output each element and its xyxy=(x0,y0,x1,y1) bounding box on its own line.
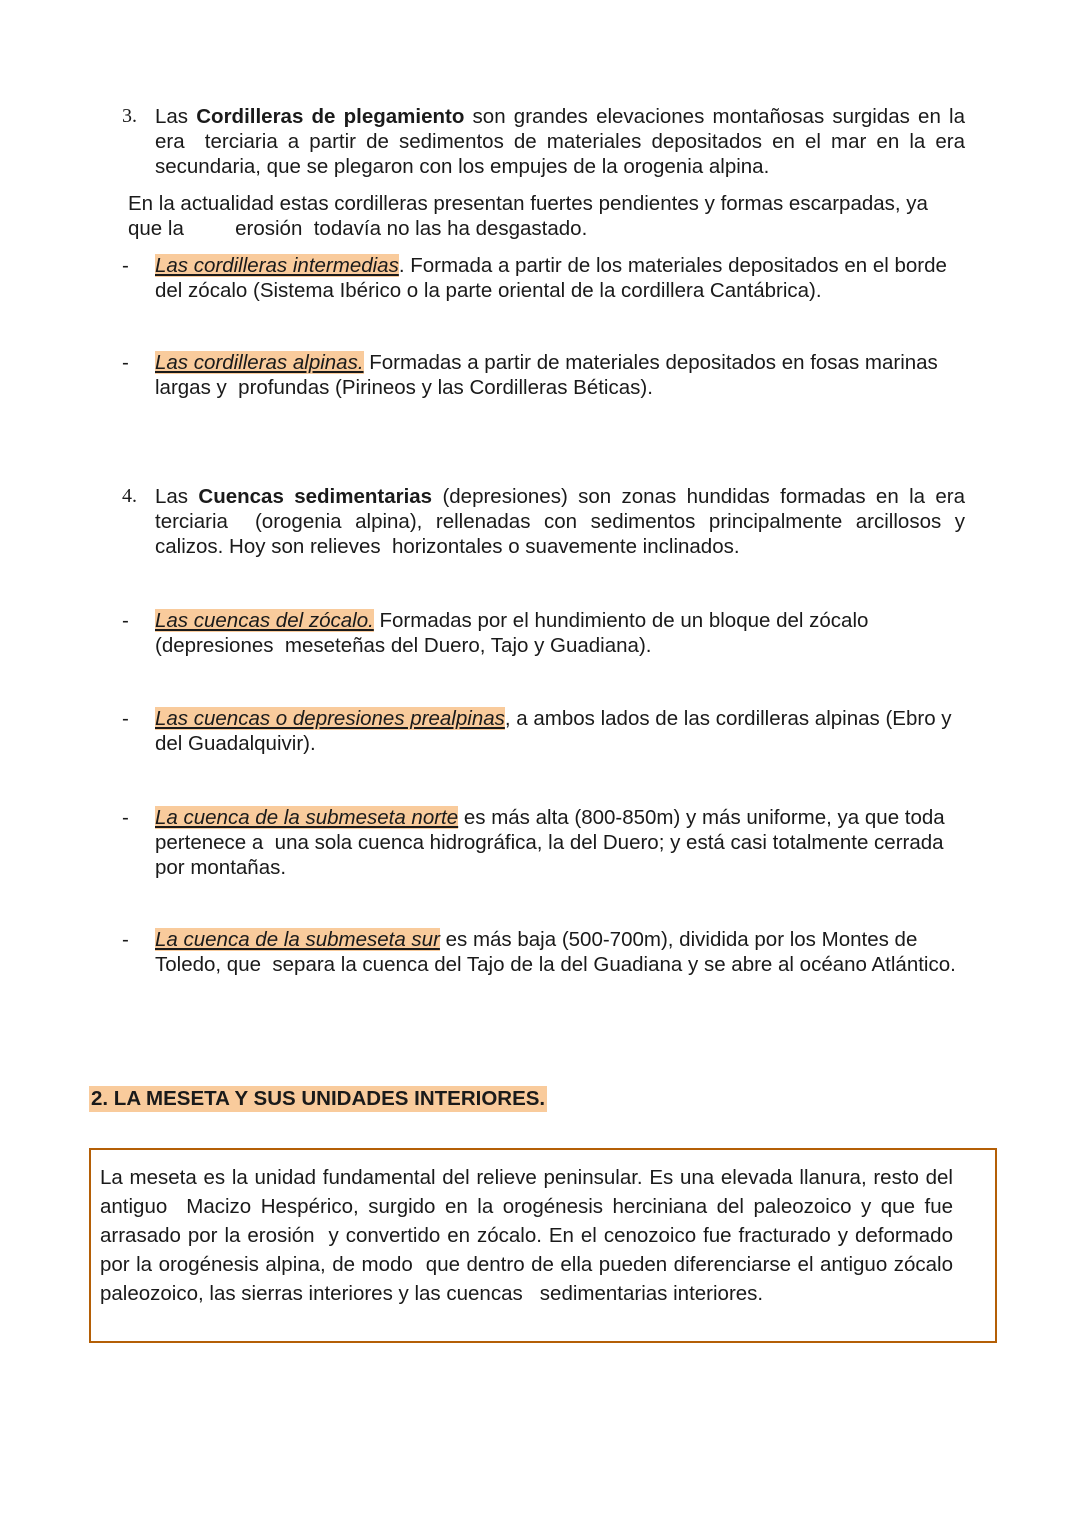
list-dash: - xyxy=(122,254,129,277)
highlighted-term: Las cuencas del zócalo. xyxy=(155,609,374,632)
item-4-cuencas-sedimentarias xyxy=(122,484,971,559)
list-item-text: es más alta (800-850m) y más uniforme, ya que toda pertenece a una sola cuenca hidrográfica, la del Duero; y está casi totalmente cerrada por montañas. xyxy=(155,806,951,879)
highlighted-term: Las cordilleras alpinas. xyxy=(155,351,364,374)
list-dash: - xyxy=(122,928,129,951)
item-bold-term: Cuencas sedimentarias xyxy=(198,485,433,508)
item-text-after: son grandes elevaciones montañosas surgidas en la era terciaria a partir de sedimentos de materiales depositados en el mar en la era secundaria, que se plegaron con los empujes de la orogenia alpina. xyxy=(155,105,971,178)
meseta-summary-box xyxy=(89,1148,997,1343)
meseta-summary-text: La meseta es la unidad fundamental del relieve peninsular. Es una elevada llanura, resto del antiguo Macizo Hespérico, surgido en la orogénesis herciniana del paleozoico y que fue arrasado por la erosión y convertido en zócalo. En el cenozoico fue fracturado y deformado por la orogénesis alpina, de modo que dentro de ella pueden diferenciarse el antiguo zócalo paleozoico, las sierras interiores y las cuencas sedimentarias interiores. xyxy=(100,1166,959,1305)
paragraph-actualidad: En la actualidad estas cordilleras presentan fuertes pendientes y formas escarpadas, ya que la erosión todavía no las ha desgastado. xyxy=(128,192,934,240)
list-item-text: es más baja (500-700m), dividida por los Montes de Toledo, que separa la cuenca del Tajo de la del Guadiana y se abre al océano Atlántico. xyxy=(155,928,956,976)
item-bold-term: Cordilleras de plegamiento xyxy=(196,105,465,128)
item-number: 4. xyxy=(122,485,137,507)
list-item-cordilleras-intermedias xyxy=(122,253,965,303)
list-item-cuencas-zocalo xyxy=(122,608,965,658)
list-dash: - xyxy=(122,609,129,632)
highlighted-term: Las cordilleras intermedias xyxy=(155,254,399,277)
list-dash: - xyxy=(122,806,129,829)
highlighted-term: La cuenca de la submeseta sur xyxy=(155,928,440,951)
item-text xyxy=(155,484,971,559)
list-dash: - xyxy=(122,351,129,374)
list-item-submeseta-norte xyxy=(122,805,965,880)
item-text xyxy=(155,104,971,179)
item-number: 3. xyxy=(122,105,137,127)
item-text-before: Las xyxy=(155,485,199,508)
list-item-text: Formadas por el hundimiento de un bloque del zócalo (depresiones meseteñas del Duero, Tajo y Guadiana). xyxy=(155,609,875,657)
item-text-before: Las xyxy=(155,105,197,128)
list-item-text: , a ambos lados de las cordilleras alpinas (Ebro y del Guadalquivir). xyxy=(155,707,963,755)
item-3-cordilleras-plegamiento xyxy=(122,104,971,179)
highlighted-term: La cuenca de la submeseta norte xyxy=(155,806,459,829)
section-2-title: 2. LA MESETA Y SUS UNIDADES INTERIORES. xyxy=(91,1087,546,1110)
list-item-submeseta-sur xyxy=(122,927,965,977)
list-item-cordilleras-alpinas xyxy=(122,350,965,400)
highlighted-term: Las cuencas o depresiones prealpinas xyxy=(155,707,505,730)
list-dash: - xyxy=(122,707,129,730)
list-item-text: . Formada a partir de los materiales depositados en el borde del zócalo (Sistema Ibérico o la parte oriental de la cordillera Cantábrica). xyxy=(155,254,947,302)
list-item-text: Formadas a partir de materiales depositados en fosas marinas largas y profundas (Pirineos y las Cordilleras Béticas). xyxy=(155,351,944,399)
item-text-after: (depresiones) son zonas hundidas formadas en la era terciaria (orogenia alpina), rellenadas con sedimentos principalmente arcillosos y calizos. Hoy son relieves horizontales o suavemente inclinados. xyxy=(155,485,971,558)
list-item-cuencas-prealpinas xyxy=(122,706,965,756)
